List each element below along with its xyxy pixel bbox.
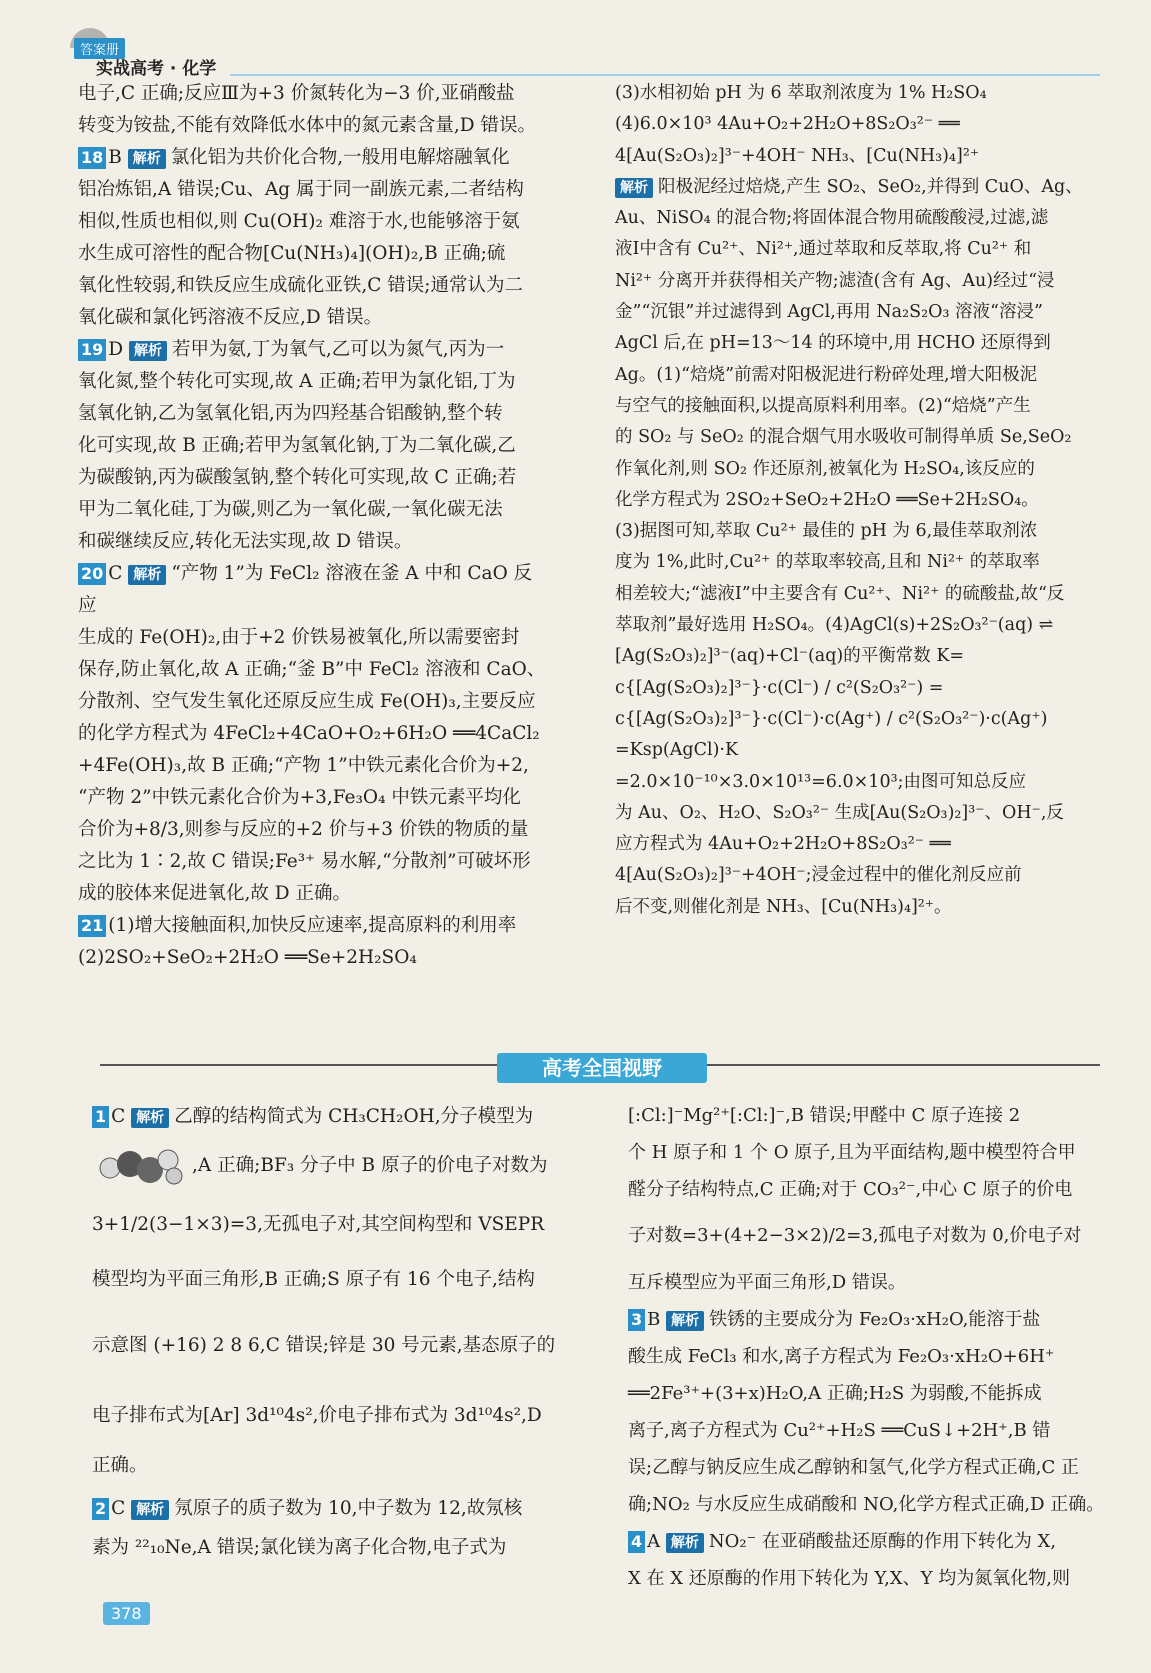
- text-line: [Ag(S₂O₃)₂]³⁻(aq)+Cl⁻(aq)的平衡常数 K=: [615, 646, 965, 667]
- question-number: 19: [78, 339, 106, 361]
- question-number: 21: [78, 915, 106, 937]
- analysis-tag: 解析: [129, 341, 167, 361]
- text-line: ,A 正确;BF₃ 分子中 B 原子的价电子对数为: [192, 1155, 548, 1176]
- text-line: 若甲为氨,丁为氧气,乙可以为氮气,丙为一: [172, 339, 505, 360]
- text-line: 萃取剂”最好选用 H₂SO₄。(4)AgCl(s)+2S₂O₃²⁻(aq) ⇌: [615, 615, 1054, 636]
- text-line: 示意图 (+16) 2 8 6,C 错误;锌是 30 号元素,基态原子的: [92, 1335, 556, 1356]
- answer-letter: C: [111, 1498, 126, 1519]
- text-line: 确;NO₂ 与水反应生成硝酸和 NO,化学方程式正确,D 正确。: [628, 1494, 1105, 1515]
- text-line: 的 SO₂ 与 SeO₂ 的混合烟气用水吸收可制得单质 Se,SeO₂: [615, 427, 1072, 448]
- text-line: 金”“沉银”并过滤得到 AgCl,再用 Na₂S₂O₃ 溶液“溶浸”: [615, 302, 1043, 323]
- question-number: 2: [92, 1498, 109, 1520]
- text-line: “产物 1”为 FeCl₂ 溶液在釜 A 中和 CaO 反应: [78, 563, 533, 616]
- text-line: 成的胶体来促进氧化,故 D 正确。: [78, 883, 351, 904]
- text-line: 氯化铝为共价化合物,一般用电解熔融氧化: [170, 147, 510, 168]
- text-line: 电子排布式为[Ar] 3d¹⁰4s²,价电子排布式为 3d¹⁰4s²,D: [92, 1405, 542, 1426]
- text-line: 电子,C 正确;反应Ⅲ为+3 价氮转化为−3 价,亚硝酸盐: [78, 83, 515, 104]
- header-title: 实战高考 · 化学: [96, 59, 217, 79]
- text-line: 氧化碳和氯化钙溶液不反应,D 错误。: [78, 307, 383, 328]
- question-number: 20: [78, 563, 106, 585]
- text-line: 应方程式为 4Au+O₂+2H₂O+8S₂O₃²⁻ ══: [615, 834, 951, 855]
- text-line: 与空气的接触面积,以提高原料利用率。(2)“焙烧”产生: [615, 395, 1031, 416]
- text-line: 甲为二氧化硅,丁为碳,则乙为一氧化碳,一氧化碳无法: [78, 499, 503, 520]
- text-line: 氧化性较弱,和铁反应生成硫化亚铁,C 错误;通常认为二: [78, 275, 524, 296]
- text-line: 度为 1%,此时,Cu²⁺ 的萃取率较高,且和 Ni²⁺ 的萃取率: [615, 552, 1040, 573]
- question-number: 3: [628, 1309, 645, 1331]
- text-line: 和碳继续反应,转化无法实现,故 D 错误。: [78, 531, 413, 552]
- left-column-bottom: [92, 1097, 582, 1567]
- question-18: [78, 142, 546, 174]
- text-line: “产物 2”中铁元素化合价为+3,Fe₃O₄ 中铁元素平均化: [78, 787, 521, 808]
- text-line: X 在 X 还原酶的作用下转化为 Y,X、Y 均为氮氧化物,则: [628, 1568, 1070, 1589]
- text-line: 水生成可溶性的配合物[Cu(NH₃)₄](OH)₂,B 正确;硫: [78, 243, 506, 264]
- question-1: [92, 1097, 582, 1136]
- question-4: [628, 1523, 1106, 1560]
- text-line: (4)6.0×10³ 4Au+O₂+2H₂O+8S₂O₃²⁻ ══: [615, 114, 960, 135]
- text-line: (3)水相初始 pH 为 6 萃取剂浓度为 1% H₂SO₄: [615, 83, 987, 103]
- text-line: c{[Ag(S₂O₃)₂]³⁻}·c(Cl⁻)·c(Ag⁺) / c²(S₂O₃²⁻)·c(Ag⁺) =Ksp(AgCl)·K: [615, 708, 1048, 761]
- text-line: 互斥模型应为平面三角形,D 错误。: [628, 1272, 906, 1293]
- header-tab: 答案册: [74, 38, 125, 59]
- text-line: 铁锈的主要成分为 Fe₂O₃·xH₂O,能溶于盐: [709, 1309, 1041, 1330]
- header-divider: [230, 74, 1100, 76]
- right-column-bottom: [628, 1097, 1106, 1597]
- text-line: 氧化氮,整个转化可实现,故 A 正确;若甲为氯化铝,丁为: [78, 371, 516, 392]
- text-line: 为碳酸钠,丙为碳酸氢钠,整个转化可实现,故 C 正确;若: [78, 467, 517, 488]
- section-title: 高考全国视野: [497, 1053, 707, 1083]
- text-line: 误;乙醇与钠反应生成乙醇钠和氢气,化学方程式正确,C 正: [628, 1457, 1079, 1478]
- ethanol-molecule-model-icon: [92, 1146, 192, 1186]
- analysis-tag: 解析: [615, 178, 653, 198]
- text-line: [:Cl:]⁻Mg²⁺[:Cl:]⁻,B 错误;甲醛中 C 原子连接 2: [628, 1105, 1021, 1126]
- text-line: Ag。(1)“焙烧”前需对阳极泥进行粉碎处理,增大阳极泥: [615, 364, 1038, 385]
- text-line: 分散剂、空气发生氧化还原反应生成 Fe(OH)₃,主要反应: [78, 691, 536, 712]
- text-line: Au、NiSO₄ 的混合物;将固体混合物用硫酸酸浸,过滤,滤: [615, 208, 1049, 229]
- text-line: Ni²⁺ 分离开并获得相关产物;滤渣(含有 Ag、Au)经过“浸: [615, 270, 1055, 291]
- text-line: 液Ⅰ中含有 Cu²⁺、Ni²⁺,通过萃取和反萃取,将 Cu²⁺ 和: [615, 239, 1032, 260]
- text-line: 化学方程式为 2SO₂+SeO₂+2H₂O ══Se+2H₂SO₄。: [615, 489, 1039, 510]
- text-line: (3)据图可知,萃取 Cu²⁺ 最佳的 pH 为 6,最佳萃取剂浓: [615, 521, 1038, 542]
- text-line: 相差较大;“滤液Ⅰ”中主要含有 Cu²⁺、Ni²⁺ 的硫酸盐,故“反: [615, 583, 1065, 604]
- text-line: 素为 ²²₁₀Ne,A 错误;氯化镁为离子化合物,电子式为: [92, 1537, 507, 1558]
- question-2: [92, 1489, 582, 1528]
- question-21: [78, 910, 546, 942]
- text-line: +4Fe(OH)₃,故 B 正确;“产物 1”中铁元素化合价为+2,: [78, 755, 529, 776]
- text-line-with-model: [92, 1136, 582, 1196]
- text-line: 作氧化剂,则 SO₂ 作还原剂,被氧化为 H₂SO₄,该反应的: [615, 458, 1035, 479]
- analysis-tag: 解析: [666, 1311, 704, 1331]
- page-number: 378: [103, 1602, 150, 1625]
- analysis-tag: 解析: [128, 565, 166, 585]
- text-line: 生成的 Fe(OH)₂,由于+2 价铁易被氧化,所以需要密封: [78, 627, 520, 648]
- question-number: 4: [628, 1531, 645, 1553]
- text-line: c{[Ag(S₂O₃)₂]³⁻}·c(Cl⁻) / c²(S₂O₃²⁻) =: [615, 677, 944, 698]
- text-line: 子对数=3+(4+2−3×2)/2=3,孤电子对数为 0,价电子对: [628, 1225, 1082, 1246]
- answer-letter: B: [647, 1309, 661, 1330]
- text-line: (2)2SO₂+SeO₂+2H₂O ══Se+2H₂SO₄: [78, 947, 417, 968]
- analysis-block: [615, 172, 1105, 203]
- text-line: 个 H 原子和 1 个 O 原子,且为平面结构,题中模型符合甲: [628, 1142, 1076, 1163]
- text-line: 为 Au、O₂、H₂O、S₂O₃²⁻ 生成[Au(S₂O₃)₂]³⁻、OH⁻,反: [615, 802, 1064, 823]
- answer-letter: D: [108, 339, 124, 360]
- text-line: 模型均为平面三角形,B 正确;S 原子有 16 个电子,结构: [92, 1269, 535, 1290]
- analysis-tag: 解析: [131, 1500, 169, 1520]
- text-line: 离子,离子方程式为 Cu²⁺+H₂S ══CuS↓+2H⁺,B 错: [628, 1420, 1051, 1441]
- left-column-top: [78, 78, 546, 974]
- text-line: =2.0×10⁻¹⁰×3.0×10¹³=6.0×10³;由图可知总反应: [615, 771, 1026, 792]
- text-line: 后不变,则催化剂是 NH₃、[Cu(NH₃)₄]²⁺。: [615, 896, 952, 917]
- text-line: 氢氧化钠,乙为氢氧化铝,丙为四羟基合铝酸钠,整个转: [78, 403, 503, 424]
- text-line: 4[Au(S₂O₃)₂]³⁻+4OH⁻ NH₃、[Cu(NH₃)₄]²⁺: [615, 145, 980, 166]
- text-line: 相似,性质也相似,则 Cu(OH)₂ 难溶于水,也能够溶于氨: [78, 211, 520, 232]
- text-line: 酸生成 FeCl₃ 和水,离子方程式为 Fe₂O₃·xH₂O+6H⁺: [628, 1346, 1055, 1367]
- text-line: 的化学方程式为 4FeCl₂+4CaO+O₂+6H₂O ══4CaCl₂: [78, 723, 540, 744]
- question-number: 1: [92, 1106, 109, 1128]
- answer-letter: B: [108, 147, 122, 168]
- answer-letter: C: [108, 563, 123, 584]
- question-20: [78, 558, 546, 622]
- analysis-tag: 解析: [666, 1533, 704, 1553]
- analysis-tag: 解析: [131, 1108, 169, 1128]
- text-line: 正确。: [92, 1455, 148, 1476]
- answer-letter: C: [111, 1106, 126, 1127]
- text-line: 保存,防止氧化,故 A 正确;“釜 B”中 FeCl₂ 溶液和 CaO、: [78, 659, 546, 680]
- text-line: 3+1/2(3−1×3)=3,无孤电子对,其空间构型和 VSEPR: [92, 1214, 545, 1235]
- text-line: 阳极泥经过焙烧,产生 SO₂、SeO₂,并得到 CuO、Ag、: [658, 176, 1083, 197]
- text-line: 乙醇的结构简式为 CH₃CH₂OH,分子模型为: [174, 1106, 534, 1127]
- question-3: [628, 1301, 1106, 1338]
- text-line: 之比为 1∶2,故 C 错误;Fe³⁺ 易水解,“分散剂”可破坏形: [78, 851, 531, 872]
- text-line: 化可实现,故 B 正确;若甲为氢氧化钠,丁为二氧化碳,乙: [78, 435, 516, 456]
- question-number: 18: [78, 147, 106, 169]
- text-line: 转变为铵盐,不能有效降低水体中的氮元素含量,D 错误。: [78, 115, 536, 136]
- text-line: 醛分子结构特点,C 正确;对于 CO₃²⁻,中心 C 原子的价电: [628, 1179, 1073, 1200]
- text-line: (1)增大接触面积,加快反应速率,提高原料的利用率: [108, 915, 517, 936]
- text-line: ══2Fe³⁺+(3+x)H₂O,A 正确;H₂S 为弱酸,不能拆成: [628, 1383, 1042, 1404]
- right-column-top: [615, 78, 1105, 923]
- text-line: 合价为+8/3,则参与反应的+2 价与+3 价铁的物质的量: [78, 819, 529, 840]
- question-19: [78, 334, 546, 366]
- text-line: 4[Au(S₂O₃)₂]³⁻+4OH⁻;浸金过程中的催化剂反应前: [615, 865, 1022, 886]
- text-line: 氖原子的质子数为 10,中子数为 12,故氖核: [174, 1498, 523, 1519]
- analysis-tag: 解析: [128, 149, 166, 169]
- text-line: 铝冶炼铝,A 错误;Cu、Ag 属于同一副族元素,二者结构: [78, 179, 524, 200]
- text-line: AgCl 后,在 pH=13～14 的环境中,用 HCHO 还原得到: [615, 333, 1051, 354]
- text-line: NO₂⁻ 在亚硝酸盐还原酶的作用下转化为 X,: [708, 1531, 1057, 1552]
- answer-letter: A: [647, 1531, 661, 1552]
